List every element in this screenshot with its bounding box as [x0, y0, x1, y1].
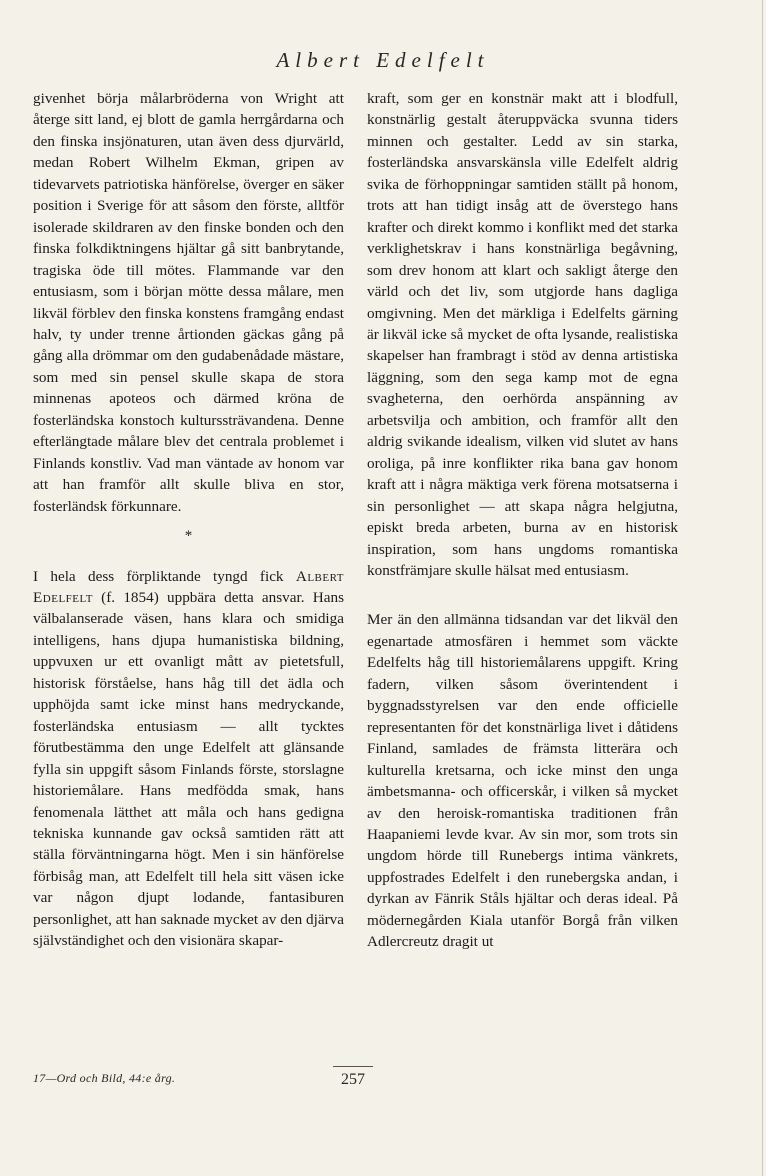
artist-name: Albert Edelfelt: [33, 567, 344, 606]
signature-line: 17—Ord och Bild, 44:e årg.: [33, 1071, 176, 1085]
right-paragraph-2: Mer än den allmänna tidsandan var det likväl den egenartade atmosfären i hemmet som väckte Edelfelts håg till historiemålarens uppgift. Kring fadern, vilken såsom överintendent i byggnadsstyrelsen var den ende officielle representanten för det konstnärliga livet i dåtidens Finland, samlades de främsta litterära och kulturella kretsarna, och icke minst den unga ämbetsmanna- och officerskår, i vilken så mycket av den heroisk-romantiska traditionen från Haapaniemi levde kvar. Av sin mor, som trots sin ungdom hörde till Runebergs intima vänkrets, uppfostrades Edelfelt i den runebergska andan, i dyrkan av Fänrik Ståls hjältar och deras ideal. På mödernegården Kiala utanför Borgå från vilken Adlercreutz dragit ut: [367, 611, 678, 951]
page-number: 257: [333, 1066, 373, 1089]
running-title: Albert Edelfelt: [276, 48, 490, 72]
paragraph-body-text: (f. 1854) uppbära detta ansvar. Hans välbalanserade väsen, hans klara och smidiga intelligens, hans djupa humanistiska bildning, uppvuxen ur ett ovanligt mått av pietetsfull, historisk förståelse, hans håg till det ädla och upphöjda samt icke minst hans medryckande, fosterländska entusiasm — allt tycktes förutbestämma den unge Edelfelt att glänsande fylla sin uppgift såsom Finlands förste, storslagne historiemålare. Hans medfödda smak, hans fenomenala lätthet att måla och hans gedigna tekniska kunnande gav också samtiden rätt att ställa förväntningarna högt. Men i sin hänförelse förbisåg man, att Edelfelt till hela sitt väsen icke var någon djupt lodande, fantasiburen personlighet, att han saknade mycket av den djärva självständighet och den visionära skapar-: [33, 588, 344, 950]
left-paragraph-2: [33, 566, 344, 952]
paragraph-lead-text: I hela dess förpliktande tyngd fick: [33, 567, 296, 585]
left-paragraph-1: givenhet börja målarbröderna von Wright att återge sitt land, ej blott de gamla herrgårdarna och den finska insjönaturen, utan även dess djurvärld, medan Robert Wilhelm Ekman, gripen av tidevarvets patriotiska hänförelse, överger en säker position i Sverige för att såsom den förste, alltför isolerade skildraren av den finske bonden och den finska folkdiktningens hjältar gå sitt banbrytande, tragiska öde till mötes. Flammande var den entusiasm, som i början mötte dessa målare, men likväl förblev den finska konstens framgång endast halv, ty under trenne årtionden gäckas gång på gång alla drömmar om den gudabenådade mästare, som med sin pensel skulle skapa de stora minnenas apoteos och därmed kröna de fosterländska konstoch kulturssträvandena. Denne efterlängtade målare blev det centrala problemet i Finlands konstliv. Vad man väntade av honom var att han framför allt skulle bliva en stor, fosterländsk förkunnare.: [33, 90, 344, 515]
right-column: [367, 88, 678, 953]
right-paragraph-1: kraft, som ger en konstnär makt att i blodfull, konstnärlig gestalt återuppväcka svunna tiders minnen och gestalter. Ledd av sin starka, fosterländska ansvarskänsla ville Edelfelt aldrig svika de förhoppningar samtiden ställt på honom, trots att han tidigt insåg att de överstego hans krafter och direkt kommo i konflikt med det starka verklighetskrav i hans konstnärliga begåvning, som drev honom att klart och sakligt återge den värld och det liv, som utgjorde hans dagliga omgivning. Men det märkliga i Edelfelts gärning är likväl icke så mycket de ofta lysande, realistiska skapelser han frambragt i stöd av denna artistiska läggning, som den sega kamp mot de egna svagheterna, den oerhörda anspänning av arbetsvilja och ambition, och framför allt den aldrig svikande idealism, vilken vid slutet av hans oroliga, på inre konflikter rika bana gav honom kraft att i några mäktiga verk förena motsatserna i sin personlighet — att skapa några helgjutna, episkt breda arbeten, burna av en historisk inspiration, som hans ungdoms romantiska konstfrämjare skulle hälsat med entusiasm.: [367, 90, 678, 579]
left-column: [33, 88, 344, 952]
section-asterism: *: [184, 528, 193, 545]
